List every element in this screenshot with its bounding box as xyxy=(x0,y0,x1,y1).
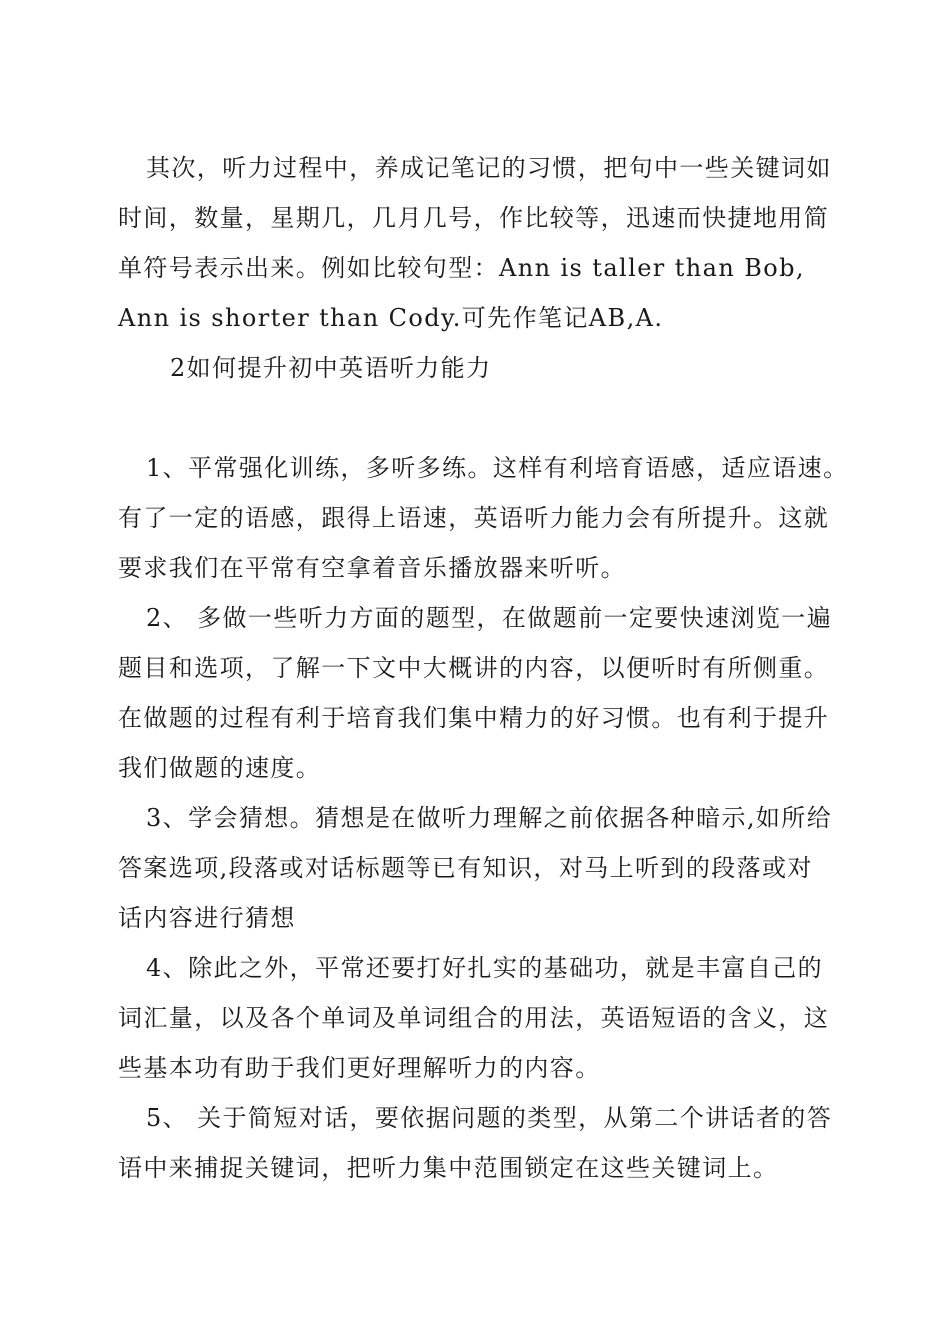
list-item-line: 我们做题的速度。 xyxy=(118,754,322,782)
paragraph-line: Ann is shorter than Cody.可先作笔记AB,A. xyxy=(118,304,664,332)
list-item-line: 5、 关于简短对话，要依据问题的类型，从第二个讲话者的答 xyxy=(146,1104,833,1132)
paragraph-line: 单符号表示出来。例如比较句型：Ann is taller than Bob, xyxy=(118,254,805,282)
list-item-line: 答案选项,段落或对话标题等已有知识，对马上听到的段落或对 xyxy=(118,854,813,882)
list-item-line: 词汇量，以及各个单词及单词组合的用法，英语短语的含义，这 xyxy=(118,1004,830,1032)
list-item-line: 要求我们在平常有空拿着音乐播放器来听听。 xyxy=(118,554,626,582)
list-item-line: 1、平常强化训练，多听多练。这样有利培育语感，适应语速。 xyxy=(146,454,849,482)
paragraph-line: 其次，听力过程中，养成记笔记的习惯，把句中一些关键词如 xyxy=(146,154,832,182)
list-item-line: 3、学会猜想。猜想是在做听力理解之前依据各种暗示,如所给 xyxy=(146,804,833,832)
list-item-line: 2、 多做一些听力方面的题型，在做题前一定要快速浏览一遍 xyxy=(146,604,833,632)
list-item-line: 4、除此之外，平常还要打好扎实的基础功，就是丰富自己的 xyxy=(146,954,824,982)
section-heading: 2如何提升初中英语听力能力 xyxy=(170,354,492,382)
list-item-line: 话内容进行猜想 xyxy=(118,904,296,932)
list-item-line: 有了一定的语感，跟得上语速，英语听力能力会有所提升。这就 xyxy=(118,504,830,532)
list-item-line: 语中来捕捉关键词，把听力集中范围锁定在这些关键词上。 xyxy=(118,1154,779,1182)
paragraph-line: 时间，数量，星期几，几月几号，作比较等，迅速而快捷地用简 xyxy=(118,204,830,232)
list-item-line: 题目和选项，了解一下文中大概讲的内容，以便听时有所侧重。 xyxy=(118,654,830,682)
list-item-line: 些基本功有助于我们更好理解听力的内容。 xyxy=(118,1054,601,1082)
list-item-line: 在做题的过程有利于培育我们集中精力的好习惯。也有利于提升 xyxy=(118,704,830,732)
